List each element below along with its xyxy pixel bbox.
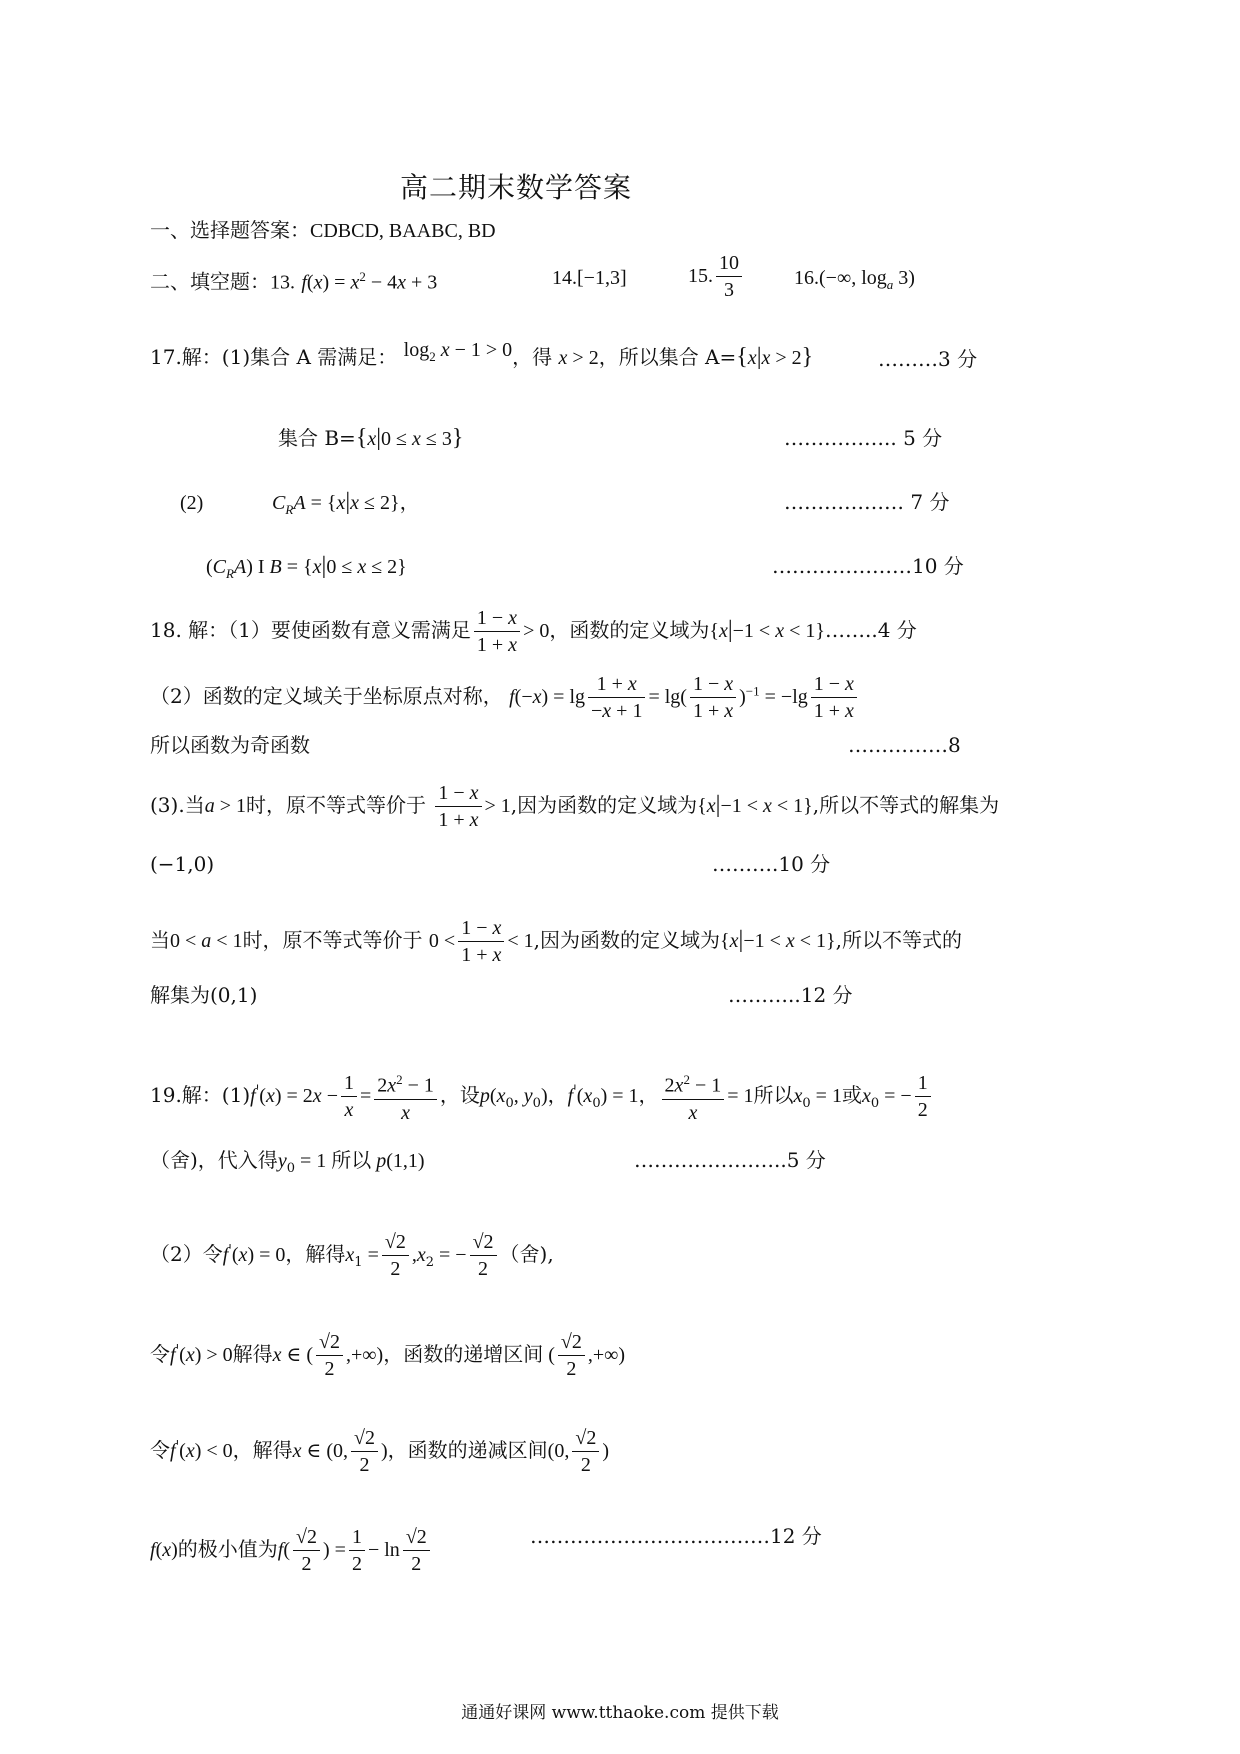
- q17-line1: 17.解：(1)集合 A 需满足： $\log_2 x - 1 > 0$，得 x > 2，所以集合 A={x|x > 2}: [150, 339, 814, 370]
- q17-score-10: …………………10 分: [772, 554, 964, 578]
- q19-minimum: f(x)的极小值为f( $\frac{√2}{2}$ ) = $\frac{1}{2}$ − ln $\frac{√2}{2}$: [150, 1524, 433, 1577]
- choice-label: 一、选择题答案：: [150, 218, 310, 242]
- fill-label: 二、填空题：: [150, 269, 270, 294]
- q18-line1: 18. 解：（1）要使函数有意义需满足 $\frac{1 - x}{1 + x}$ > 0，函数的定义域为{x|−1 < x < 1}……..4 分: [150, 607, 917, 656]
- q19-score-5: …………………..5 分: [634, 1148, 826, 1172]
- choice-answers: CDBCD, BAABC, BD: [310, 220, 496, 242]
- q17-score-7: ……………… 7 分: [784, 490, 950, 514]
- q18-score-10: ……….10 分: [712, 852, 831, 876]
- q17-setB: 集合 B={x|0 ≤ x ≤ 3}: [278, 425, 464, 451]
- q14: 14.[−1,3]: [552, 267, 627, 289]
- q13-number: 13.: [270, 271, 295, 294]
- q18-part3: (3).当a > 1时，原不等式等价于 $\frac{1 - x}{1 + x}$ > 1,因为函数的定义域为{x|−1 < x < 1},所以不等式的解集为: [150, 782, 1000, 831]
- q16: 16.(−∞, $\log_a 3$): [794, 267, 915, 292]
- q19-decreasing: 令f'(x) < 0，解得x ∈ (0, $\frac{√2}{2}$ )，函数的递减区间(0, $\frac{√2}{2}$ ): [150, 1427, 609, 1476]
- q19-increasing: 令f'(x) > 0解得x ∈ ( $\frac{√2}{2}$ ,+∞)，函数的递增区间 ( $\frac{√2}{2}$ ,+∞): [150, 1331, 626, 1380]
- q15-answer: $\frac{10}{3}$: [716, 250, 742, 303]
- q13-answer: f: [301, 271, 307, 294]
- q17-score-3: ………3 分: [878, 347, 978, 371]
- q18-score-8: ……………8: [848, 733, 961, 757]
- q18-part4: 当0 < a < 1时，原不等式等价于 0 < $\frac{1 - x}{1 + x}$ < 1,因为函数的定义域为{x|−1 < x < 1},所以不等式的: [150, 917, 963, 966]
- q19-part2: （2）令f'(x) = 0，解得$x_1$ = $\frac{√2}{2}$ $,x_2$ = − $\frac{√2}{2}$ （舍),: [150, 1231, 554, 1280]
- q17-intersection: $(C_RA)$ I B = {x|0 ≤ x ≤ 2}: [206, 553, 407, 581]
- q19-line1: 19.解：(1)f'(x) = 2x − $\frac{1}{x}$ = $\frac{2x^2 - 1}{x}$ ，设$p(x_0$, $y_0$)，$f'(x_0) = 1$， $\frac{2x^2 - 1}{x}$ = 1所以$x_0 = 1$或$x_0$ = − $\frac{1}{2}$: [150, 1067, 934, 1126]
- q18-odd: 所以函数为奇函数: [150, 733, 310, 757]
- q18-answer2: 解集为(0,1): [150, 983, 258, 1007]
- q18-score-12: ………..12 分: [728, 983, 853, 1007]
- page-title: 高二期末数学答案: [400, 171, 633, 204]
- q17-part2: (2) $C_RA = \{x|x \le 2\}$，: [180, 489, 420, 517]
- q19-line2: （舍)，代入得$y_0 = 1$ 所以 p(1,1): [150, 1148, 425, 1176]
- q18-line2: （2）函数的定义域关于坐标原点对称， f(−x) = lg $\frac{1 + x}{-x + 1}$ = lg( $\frac{1 - x}{1 + x}$ )$^{-1}$ = −lg $\frac{1 - x}{1 + x}$: [150, 671, 860, 724]
- q18-answer1: (−1,0): [150, 852, 215, 876]
- q14-answer: [−1,3]: [577, 267, 627, 289]
- fill-answers-line: 二、填空题：13. $f(x) = x^2 - 4x + 3$: [150, 269, 438, 294]
- q17-score-5: …………….. 5 分: [784, 426, 943, 450]
- page-footer: 通通好课网 www.tthaoke.com 提供下载: [461, 1703, 779, 1723]
- choice-answers-line: [150, 218, 496, 243]
- q16-answer: (−∞, $\log_a 3$): [819, 267, 915, 292]
- q19-score-12: ………………………………12 分: [530, 1524, 822, 1548]
- q15: 15. $\frac{10}{3}$: [688, 250, 745, 303]
